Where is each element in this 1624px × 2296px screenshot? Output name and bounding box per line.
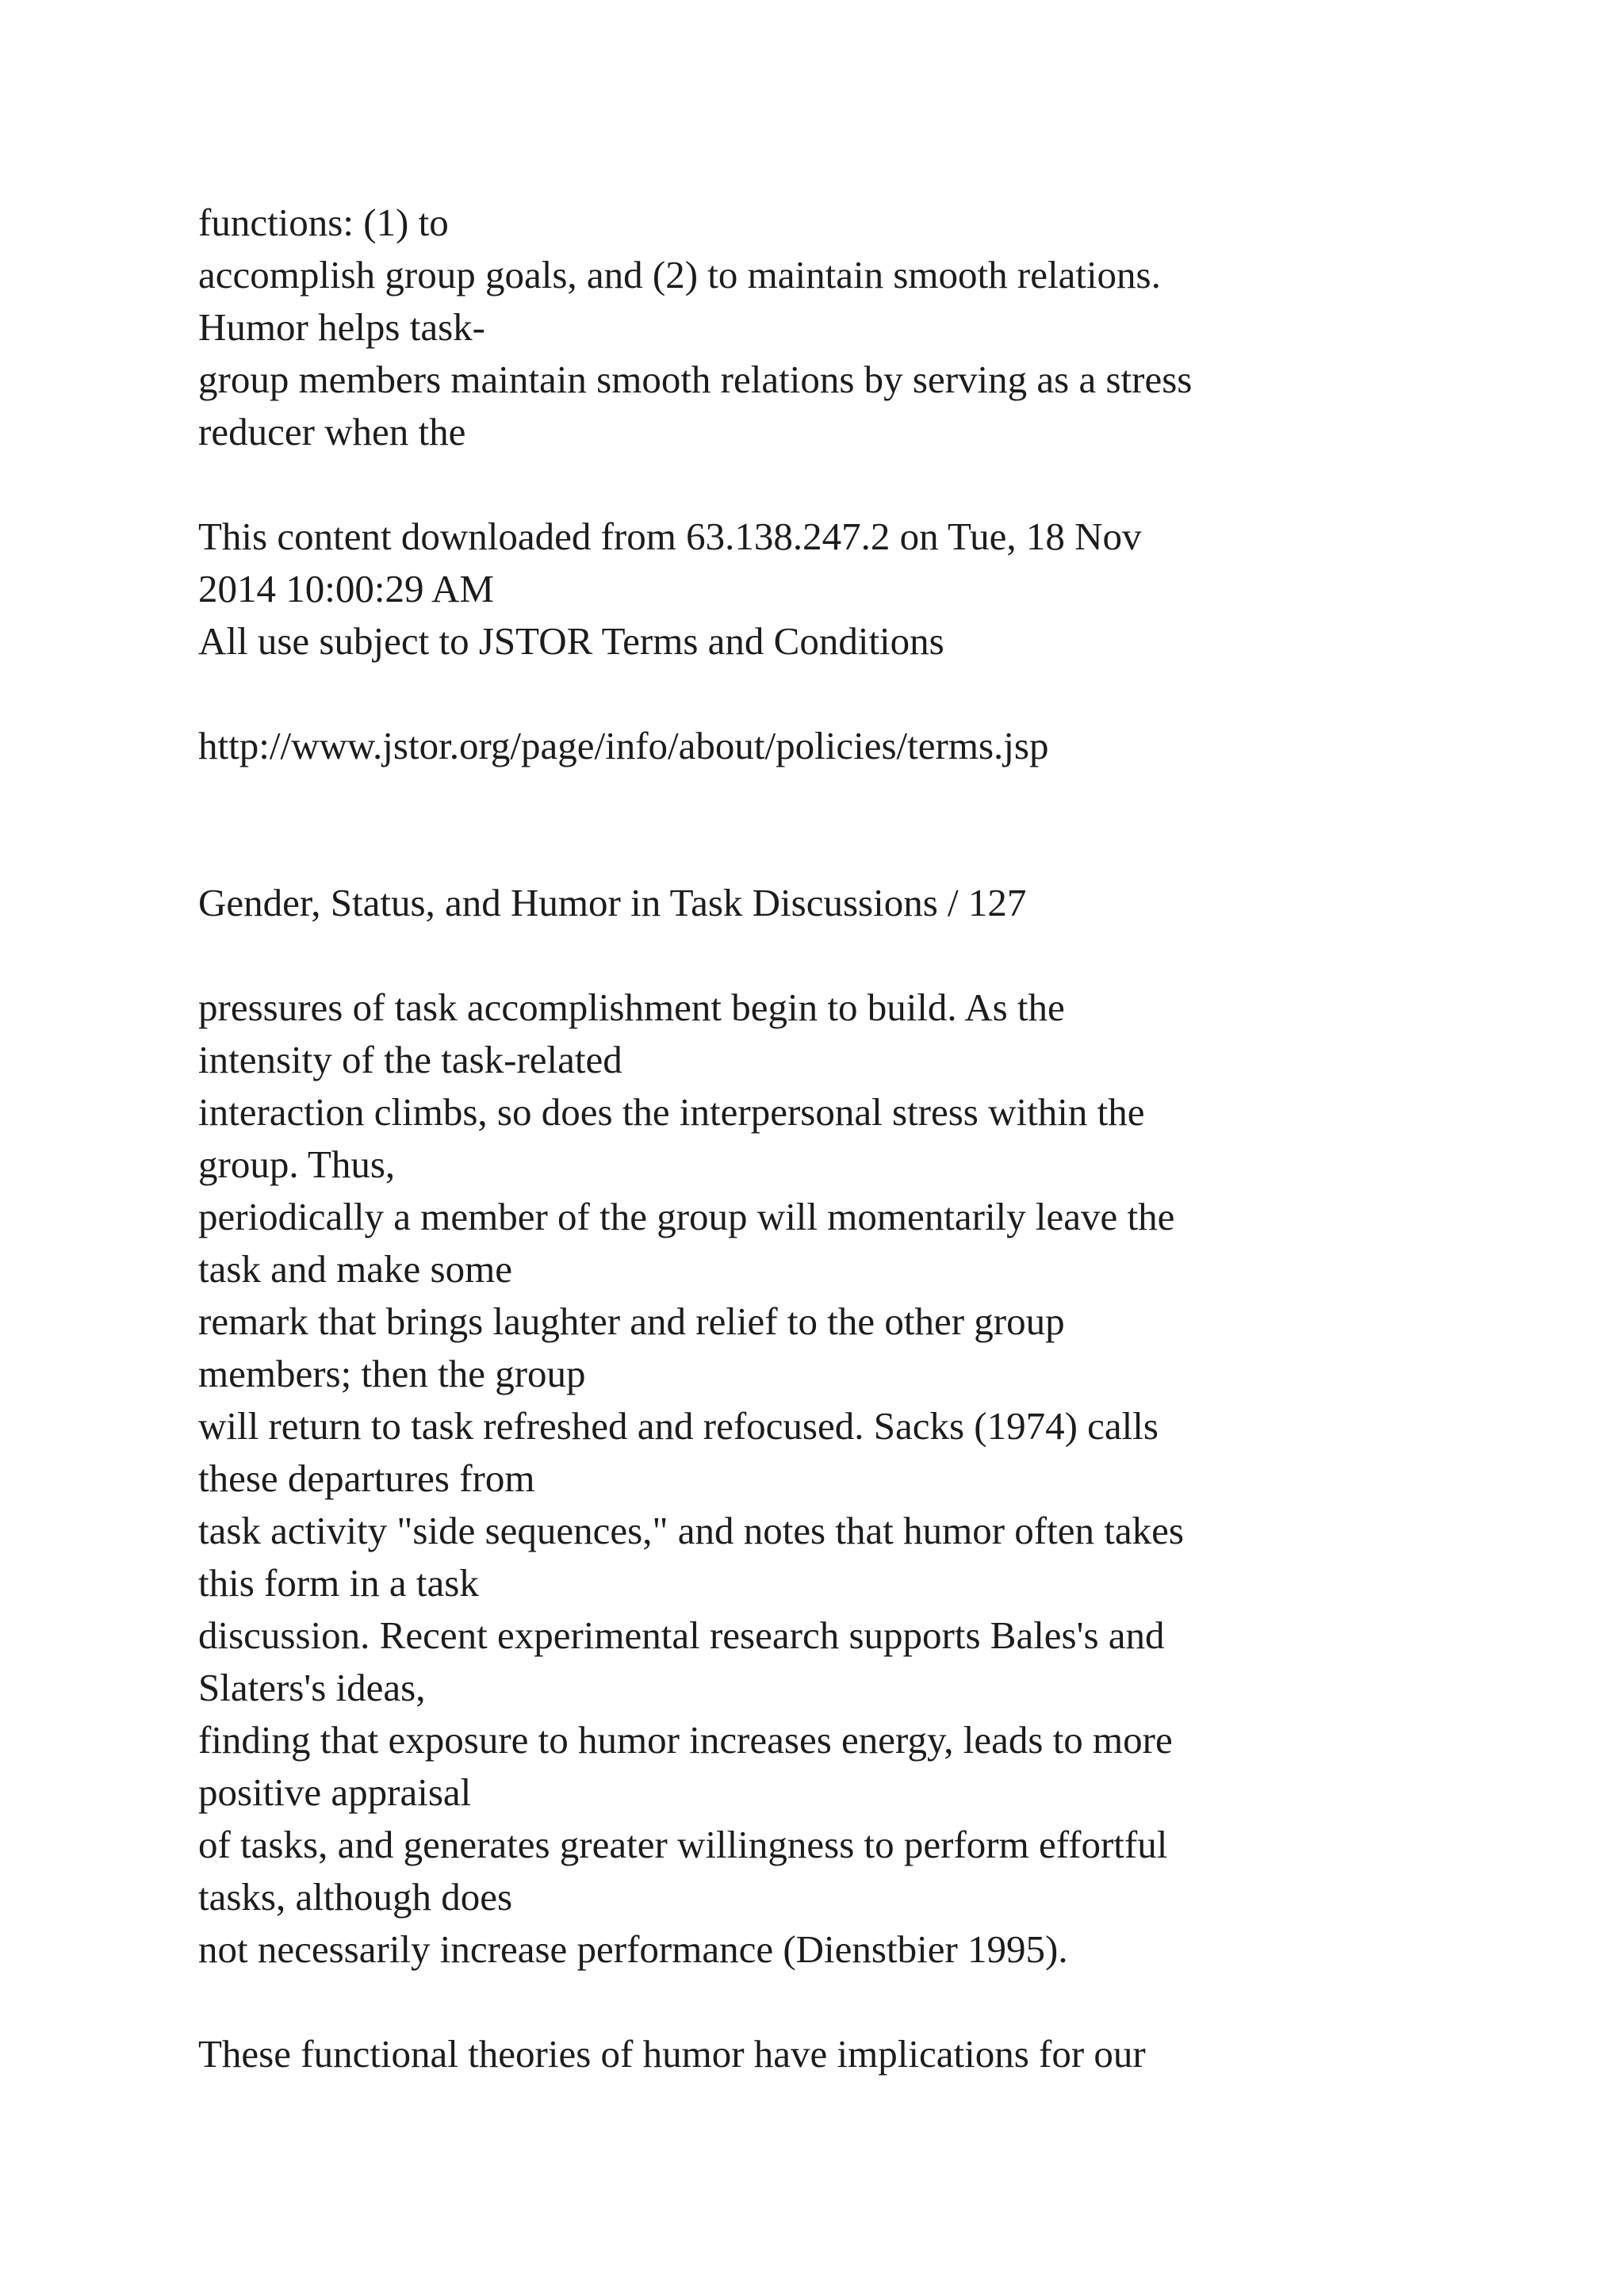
text-line: positive appraisal: [198, 1770, 472, 1814]
text-line: these departures from: [198, 1456, 535, 1500]
download-notice-terms: All use subject to JSTOR Terms and Conditions: [198, 619, 944, 663]
download-notice-line: 2014 10:00:29 AM: [198, 567, 494, 610]
text-line: task activity "side sequences," and notes that humor often takes: [198, 1509, 1184, 1552]
text-line: tasks, although does: [198, 1875, 513, 1919]
text-line: of tasks, and generates greater willingness to perform effortful: [198, 1823, 1168, 1866]
text-line: will return to task refreshed and refocused. Sacks (1974) calls: [198, 1404, 1159, 1448]
text-line: group. Thus,: [198, 1142, 396, 1186]
text-line: pressures of task accomplishment begin to build. As the: [198, 985, 1065, 1029]
text-line: task and make some: [198, 1247, 512, 1291]
text-line: periodically a member of the group will momentarily leave the: [198, 1195, 1175, 1238]
text-line: finding that exposure to humor increases energy, leads to more: [198, 1718, 1173, 1762]
text-line: functions: (1) to: [198, 201, 449, 244]
text-line: discussion. Recent experimental research supports Bales's and: [198, 1613, 1165, 1657]
text-line: intensity of the task-related: [198, 1038, 622, 1081]
text-line: reducer when the: [198, 410, 466, 453]
text-line: members; then the group: [198, 1352, 586, 1395]
text-line: remark that brings laughter and relief to the other group: [198, 1299, 1065, 1343]
terms-url: http://www.jstor.org/page/info/about/policies/terms.jsp: [198, 724, 1049, 767]
text-line: group members maintain smooth relations by serving as a stress: [198, 358, 1193, 401]
text-line: Humor helps task-: [198, 305, 485, 349]
text-line: this form in a task: [198, 1561, 479, 1605]
download-notice-line: This content downloaded from 63.138.247.2 on Tue, 18 Nov: [198, 515, 1142, 558]
text-line: Slaters's ideas,: [198, 1666, 426, 1709]
running-header: Gender, Status, and Humor in Task Discussions / 127: [198, 881, 1027, 924]
text-line: These functional theories of humor have implications for our: [198, 2032, 1146, 2076]
text-line: interaction climbs, so does the interpersonal stress within the: [198, 1090, 1145, 1134]
text-line: not necessarily increase performance (Dienstbier 1995).: [198, 1927, 1068, 1971]
text-line: accomplish group goals, and (2) to maintain smooth relations.: [198, 253, 1161, 297]
